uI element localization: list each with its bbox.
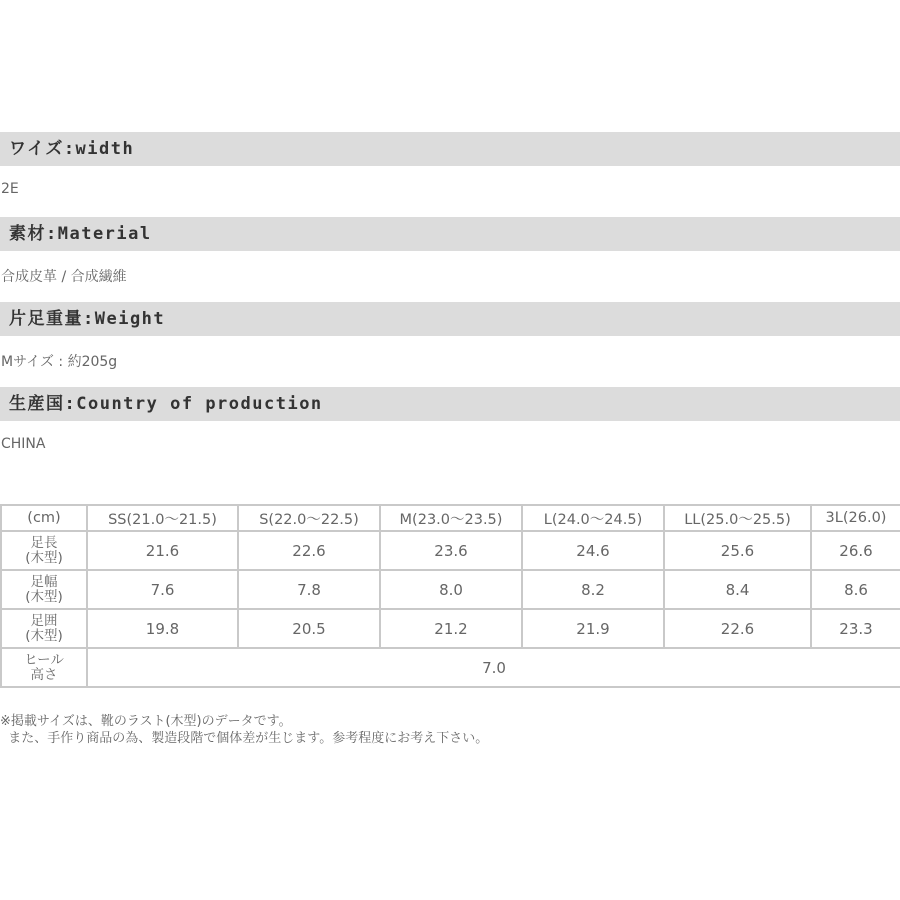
- row-label-line2: 高さ: [30, 666, 58, 683]
- size-column-header: S(22.0～22.5): [238, 505, 380, 531]
- table-cell: 8.2: [522, 570, 664, 609]
- table-cell: 7.8: [238, 570, 380, 609]
- table-cell: 8.6: [811, 570, 900, 609]
- heel-height-row: [1, 648, 900, 687]
- table-cell: 23.6: [380, 531, 522, 570]
- row-label-line1: 足長: [30, 534, 58, 551]
- note-line: ※掲載サイズは、靴のラスト(木型)のデータです。: [0, 714, 292, 729]
- row-label-line1: ヒール: [24, 651, 64, 668]
- country-heading: 生産国:Country of production: [0, 387, 900, 421]
- table-cell: 8.0: [380, 570, 522, 609]
- table-cell: 26.6: [811, 531, 900, 570]
- table-cell: 19.8: [87, 609, 238, 648]
- weight-value: Mサイズ : 約205g: [1, 354, 118, 370]
- size-column-header: LL(25.0～25.5): [664, 505, 811, 531]
- country-value: CHINA: [1, 436, 46, 452]
- material-value: 合成皮革 / 合成繊維: [1, 269, 127, 285]
- heel-height-value: 7.0: [87, 648, 900, 687]
- row-label-line1: 足囲: [30, 612, 58, 629]
- table-cell: 22.6: [238, 531, 380, 570]
- row-label: [1, 531, 87, 570]
- table-cell: 8.4: [664, 570, 811, 609]
- table-cell: 21.2: [380, 609, 522, 648]
- width-value: 2E: [1, 181, 19, 197]
- weight-heading: 片足重量:Weight: [0, 302, 900, 336]
- unit-cell: (cm): [1, 505, 87, 531]
- foot-girth-row: [1, 609, 900, 648]
- row-label-line2: (木型): [25, 549, 63, 566]
- size-column-header: M(23.0～23.5): [380, 505, 522, 531]
- table-cell: 22.6: [664, 609, 811, 648]
- size-header-row: [1, 505, 900, 531]
- row-label-line1: 足幅: [30, 573, 58, 590]
- table-cell: 21.9: [522, 609, 664, 648]
- size-notes: [0, 713, 488, 747]
- note-line: また、手作り商品の為、製造段階で個体差が生じます。参考程度にお考え下さい。: [0, 731, 489, 746]
- table-cell: 7.6: [87, 570, 238, 609]
- foot-width-row: [1, 570, 900, 609]
- row-label-line2: (木型): [25, 588, 63, 605]
- row-label: [1, 609, 87, 648]
- table-cell: 24.6: [522, 531, 664, 570]
- width-heading: ワイズ:width: [0, 132, 900, 166]
- table-cell: 20.5: [238, 609, 380, 648]
- row-label: [1, 570, 87, 609]
- size-column-header: 3L(26.0): [811, 505, 900, 531]
- table-cell: 21.6: [87, 531, 238, 570]
- row-label-line2: (木型): [25, 627, 63, 644]
- table-cell: 25.6: [664, 531, 811, 570]
- size-table: [0, 504, 900, 688]
- foot-length-row: [1, 531, 900, 570]
- size-column-header: L(24.0～24.5): [522, 505, 664, 531]
- material-heading: 素材:Material: [0, 217, 900, 251]
- size-column-header: SS(21.0～21.5): [87, 505, 238, 531]
- row-label: [1, 648, 87, 687]
- table-cell: 23.3: [811, 609, 900, 648]
